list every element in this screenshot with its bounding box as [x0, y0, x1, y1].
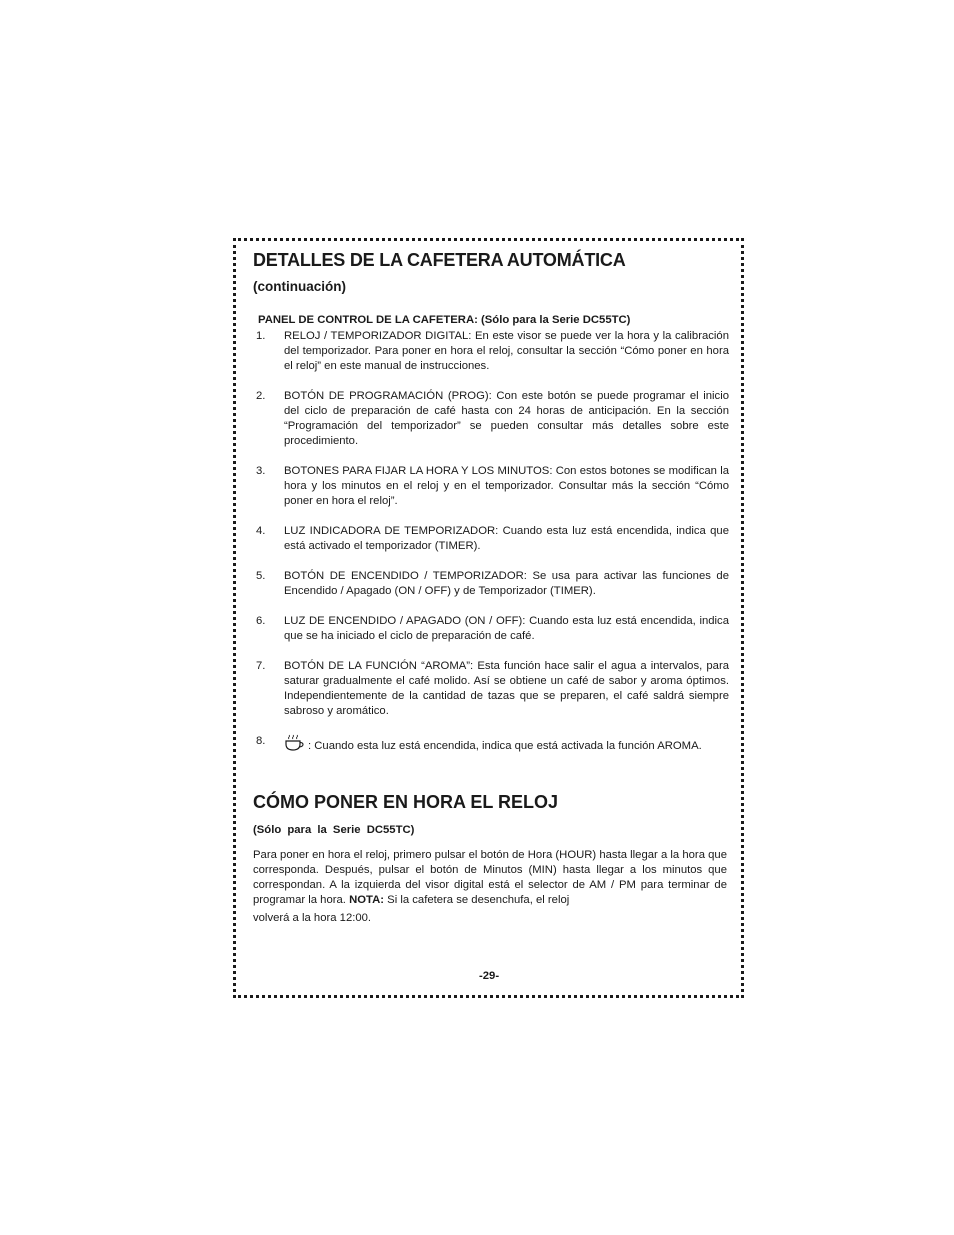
instructions-text: Para poner en hora el reloj, primero pulsar el botón de Hora (HOUR) hasta llegar a la hora que corresponda. Después, pulsar el botón de Minutos (MIN) hasta llegar a los minutos que correspondan. A la izquierda del visor digital está el selector de AM / PM para terminar de programar la hora. — [253, 849, 727, 906]
clock-section-title: CÓMO PONER EN HORA EL RELOJ — [253, 792, 559, 812]
list-item — [256, 329, 729, 374]
nota-text: Si la cafetera se desenchufa, el reloj — [387, 894, 570, 906]
item-number: 6. — [256, 615, 266, 627]
section-title: DETALLES DE LA CAFETERA AUTOMÁTICA — [253, 250, 626, 270]
list-item — [256, 614, 729, 644]
item-text: RELOJ / TEMPORIZADOR DIGITAL: En este visor se puede ver la hora y la calibración del temporizador. Para poner en hora el reloj, consultar la sección “Cómo poner en hora el reloj” en este manual de instrucciones. — [284, 330, 729, 372]
item-text: BOTONES PARA FIJAR LA HORA Y LOS MINUTOS: Con estos botones se modifican la hora y los minutos en el reloj y en el temporizador. Consultar más la sección “Cómo poner en hora el reloj”. — [284, 465, 729, 507]
item-text: : Cuando esta luz está encendida, indica que está activada la función AROMA. — [308, 740, 702, 752]
list-item — [256, 524, 729, 554]
item-number: 4. — [256, 525, 266, 537]
list-item — [256, 569, 729, 599]
item-text: BOTÓN DE LA FUNCIÓN “AROMA”: Esta función hace salir el agua a intervalos, para saturar gradualmente el café molido. Así se obtiene un café de sabor y aroma óptimos. Independientemente de la cantidad de tazas que se preparen, el café saldrá siempre sabroso y aromático. — [284, 660, 729, 717]
panel-title: PANEL DE CONTROL DE LA CAFETERA: (Sólo para la Serie DC55TC) — [258, 314, 631, 326]
item-text: BOTÓN DE ENCENDIDO / TEMPORIZADOR: Se usa para activar las funciones de Encendido / Apagado (ON / OFF) y de Temporizador (TIMER). — [284, 570, 729, 597]
section-subtitle: (continuación) — [253, 279, 346, 294]
page-number: -29- — [479, 970, 500, 982]
list-item — [256, 464, 729, 509]
steaming-coffee-cup-icon — [284, 734, 304, 752]
item-number: 7. — [256, 660, 266, 672]
item-text: BOTÓN DE PROGRAMACIÓN (PROG): Con este botón se puede programar el inicio del ciclo de preparación de café hasta con 24 horas de anticipación. En la sección “Programación del temporizador” se pueden consultar más detalles sobre este procedimiento. — [284, 390, 729, 447]
list-item — [256, 389, 729, 449]
item-text-with-icon — [284, 734, 729, 754]
clock-instructions-paragraph — [253, 848, 727, 926]
list-item — [256, 659, 729, 719]
item-number: 8. — [256, 735, 266, 747]
item-number: 5. — [256, 570, 266, 582]
nota-label: NOTA: — [349, 894, 385, 906]
list-item — [256, 734, 729, 754]
item-number: 1. — [256, 330, 266, 342]
series-note: (Sólo para la Serie DC55TC) — [253, 824, 415, 836]
item-text: LUZ DE ENCENDIDO / APAGADO (ON / OFF): Cuando esta luz está encendida, indica que se ha iniciado el ciclo de preparación de café. — [284, 615, 729, 642]
control-panel-list — [256, 329, 729, 769]
item-number: 3. — [256, 465, 266, 477]
nota-text-end: volverá a la hora 12:00. — [253, 912, 372, 924]
item-text: LUZ INDICADORA DE TEMPORIZADOR: Cuando esta luz está encendida, indica que está activado el temporizador (TIMER). — [284, 525, 729, 552]
item-number: 2. — [256, 390, 266, 402]
